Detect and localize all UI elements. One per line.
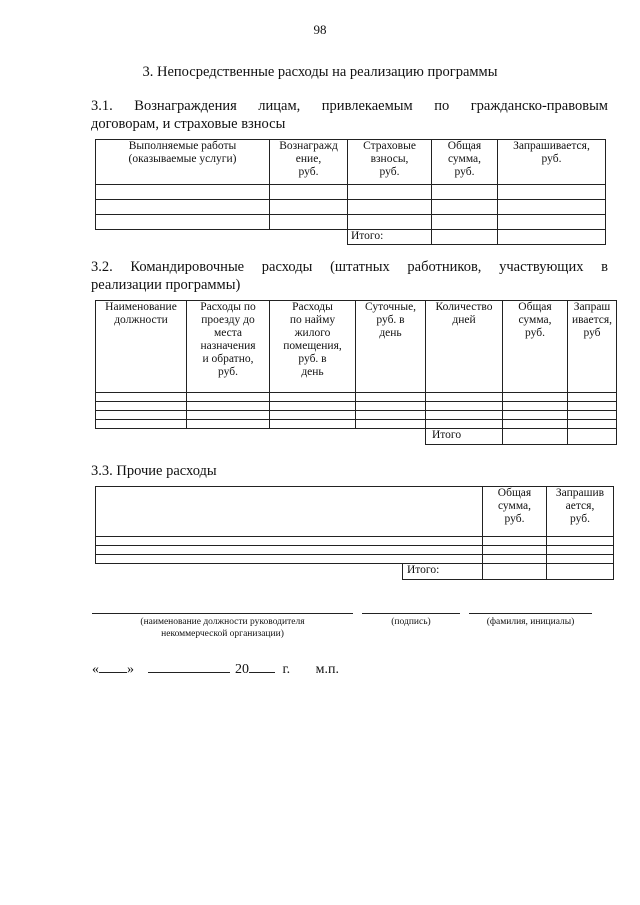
table-row <box>96 215 606 230</box>
header-total-sum: Общая сумма, руб. <box>432 140 498 185</box>
header-requested: Запрашивается, руб. <box>498 140 606 185</box>
header-days: Количество дней <box>426 301 503 393</box>
section-3-2-heading-line2: реализации программы) <box>91 277 241 293</box>
section-3-2-heading-line1: 3.2. Командировочные расходы (штатных работников, участвующих в <box>91 259 608 275</box>
section-3-1-heading-line2: договорам, и страховые взносы <box>91 116 286 132</box>
total-label: Итого <box>426 429 503 445</box>
table-3-3 <box>95 486 614 580</box>
table-row <box>96 555 614 564</box>
header-housing: Расходы по найму жилого помещения, руб. в день <box>270 301 356 393</box>
page-number: 98 <box>313 22 327 37</box>
header-requested: Запраш ивается, руб <box>568 301 617 393</box>
header-total-sum: Общая сумма, руб. <box>483 487 547 537</box>
name-caption: (фамилия, инициалы) <box>486 617 575 627</box>
table-total-row <box>96 230 606 245</box>
table-3-2 <box>95 300 617 445</box>
close-quote: » <box>127 662 134 677</box>
position-signature-line[interactable] <box>92 613 353 614</box>
table-row <box>96 420 617 429</box>
signature-line[interactable] <box>362 613 460 614</box>
section-title: 3. Непосредственные расходы на реализацию программы <box>142 64 498 80</box>
signature-caption: (подпись) <box>391 617 431 627</box>
table-row <box>96 411 617 420</box>
table-3-2-header-row <box>96 301 617 393</box>
header-requested: Запрашив ается, руб. <box>547 487 614 537</box>
table-row <box>96 185 606 200</box>
table-total-row <box>96 564 614 580</box>
section-3-1-heading-line1: 3.1. Вознаграждения лицам, привлекаемым по гражданско-правовым <box>91 98 608 114</box>
table-row <box>96 537 614 546</box>
table-3-1 <box>95 139 606 245</box>
table-3-1-header-row <box>96 140 606 185</box>
table-row <box>96 393 617 402</box>
year-suffix: г. <box>282 662 291 677</box>
section-3-3-heading: 3.3. Прочие расходы <box>91 463 217 479</box>
stamp-place: м.п. <box>315 662 340 677</box>
date-line <box>92 660 339 678</box>
position-caption: (наименование должности руководителя некоммерческой организации) <box>140 617 305 639</box>
table-row <box>96 200 606 215</box>
header-total-sum: Общая сумма, руб. <box>503 301 568 393</box>
total-label: Итого: <box>348 230 432 245</box>
table-row <box>96 402 617 411</box>
table-total-row <box>96 429 617 445</box>
header-remuneration: Вознагражд ение, руб. <box>270 140 348 185</box>
header-description <box>96 487 483 537</box>
table-row <box>96 546 614 555</box>
year-prefix: 20 <box>235 662 249 677</box>
name-signature-line[interactable] <box>469 613 592 614</box>
header-per-diem: Суточные, руб. в день <box>356 301 426 393</box>
header-position: Наименование должности <box>96 301 187 393</box>
header-work: Выполняемые работы (оказываемые услуги) <box>96 140 270 185</box>
header-travel: Расходы по проезду до места назначения и обратно, руб. <box>187 301 270 393</box>
day-blank[interactable] <box>99 660 127 673</box>
total-label: Итого: <box>403 564 483 580</box>
month-blank[interactable] <box>148 660 230 673</box>
open-quote: « <box>92 662 99 677</box>
header-insurance: Страховые взносы, руб. <box>348 140 432 185</box>
year-blank[interactable] <box>249 660 275 673</box>
table-3-3-header-row <box>96 487 614 537</box>
